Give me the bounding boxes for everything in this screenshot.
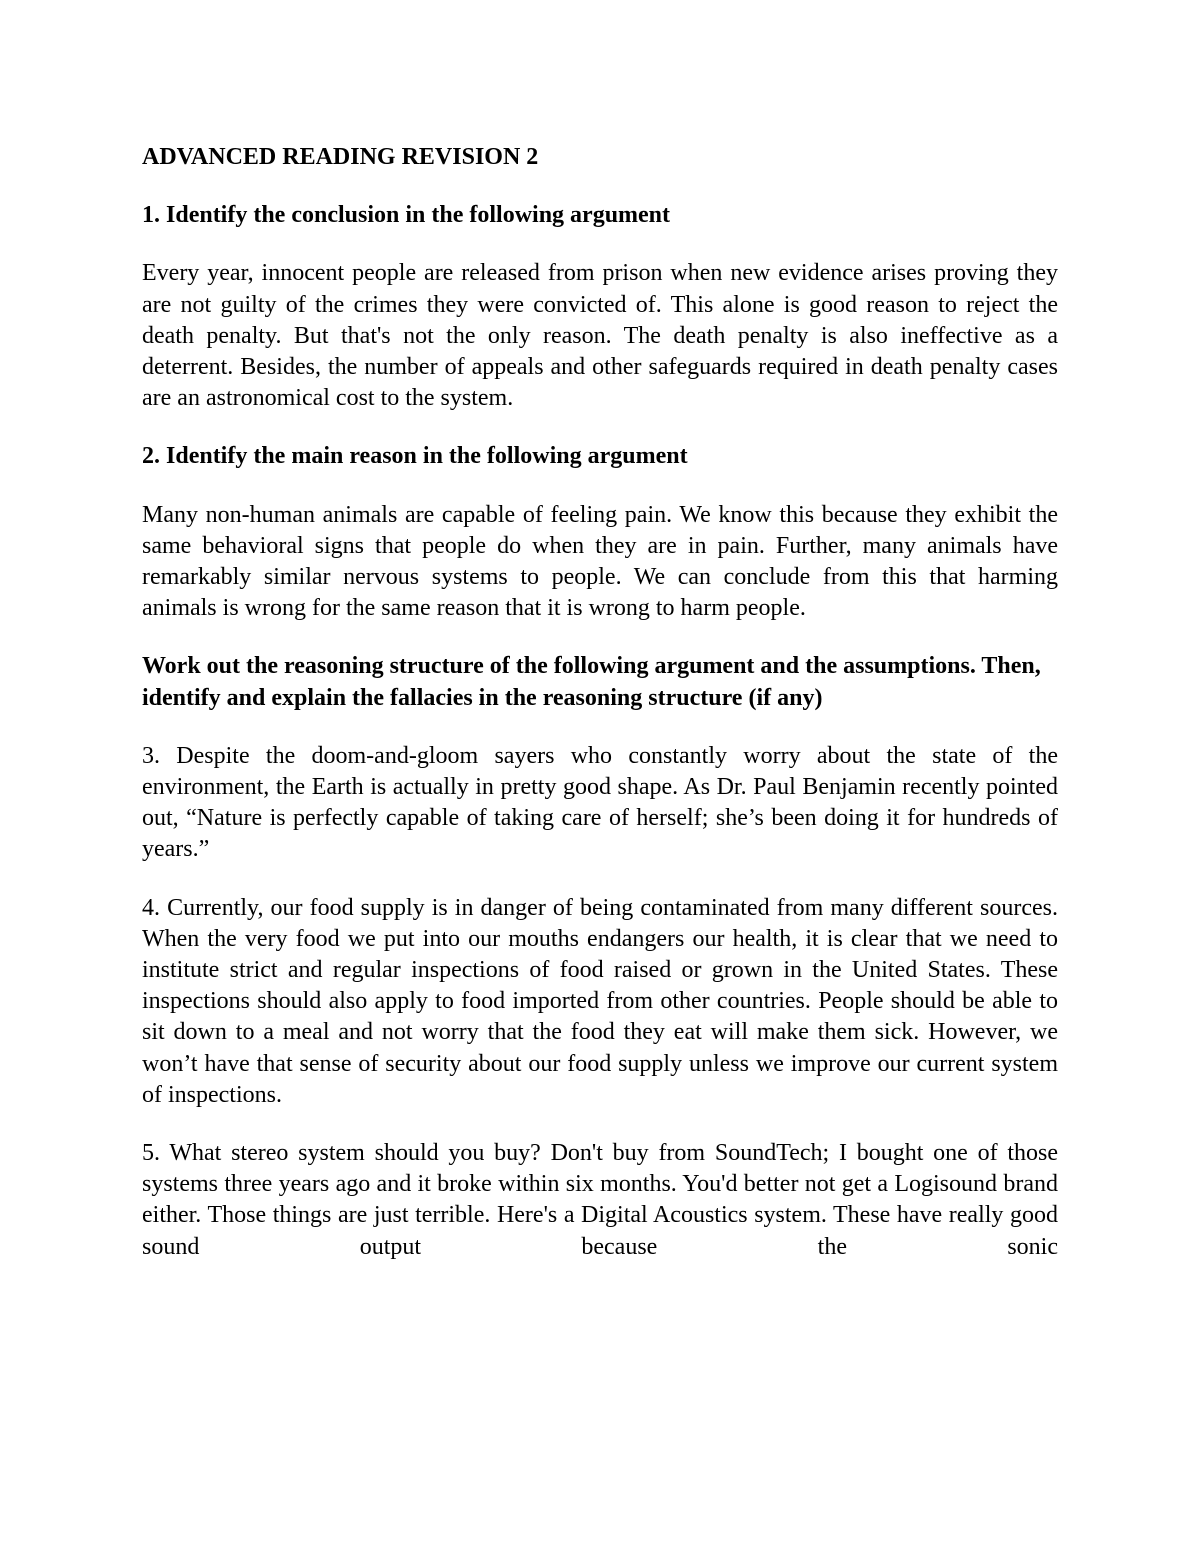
question-2-heading: 2. Identify the main reason in the following argument — [142, 443, 688, 470]
question-5-passage: 5. What stereo system should you buy? Don't buy from SoundTech; I bought one of those systems three years ago and it broke within six months. You'd better not get a Logisound brand either. Those things are just terrible. Here's a Digital Acoustics system. These have really good sound output because the sonic — [142, 1140, 1058, 1260]
question-4-passage: 4. Currently, our food supply is in danger of being contaminated from many different sources. When the very food we put into our mouths endangers our health, it is clear that we need to institute strict and regular inspections of food raised or grown in the United States. These inspections should also apply to food imported from other countries. People should be able to sit down to a meal and not worry that the food they eat will make them sick. However, we won’t have that sense of security about our food supply unless we improve our current system of inspections. — [142, 894, 1058, 1108]
question-2-passage: Many non-human animals are capable of feeling pain. We know this because they exhibit the same behavioral signs that people do when they are in pain. Further, many animals have remarkably similar nervous systems to people. We can conclude from this that harming animals is wrong for the same reason that it is wrong to harm people. — [142, 501, 1058, 622]
question-3-passage: 3. Despite the doom-and-gloom sayers who constantly worry about the state of the environment, the Earth is actually in pretty good shape. As Dr. Paul Benjamin recently pointed out, “Nature is perfectly capable of taking care of herself; she’s been doing it for hundreds of years.” — [142, 742, 1058, 863]
document-page — [142, 142, 1058, 1263]
question-1-heading: 1. Identify the conclusion in the following argument — [142, 202, 671, 229]
document-title: ADVANCED READING REVISION 2 — [142, 144, 539, 170]
instructions-heading: Work out the reasoning structure of the following argument and the assumptions. Then, identify and explain the fallacies in the reasoning structure (if any) — [142, 653, 1041, 711]
question-1-passage: Every year, innocent people are released from prison when new evidence arises proving they are not guilty of the crimes they were convicted of. This alone is good reason to reject the death penalty. But that's not the only reason. The death penalty is also ineffective as a deterrent. Besides, the number of appeals and other safeguards required in death penalty cases are an astronomical cost to the system. — [142, 260, 1058, 412]
